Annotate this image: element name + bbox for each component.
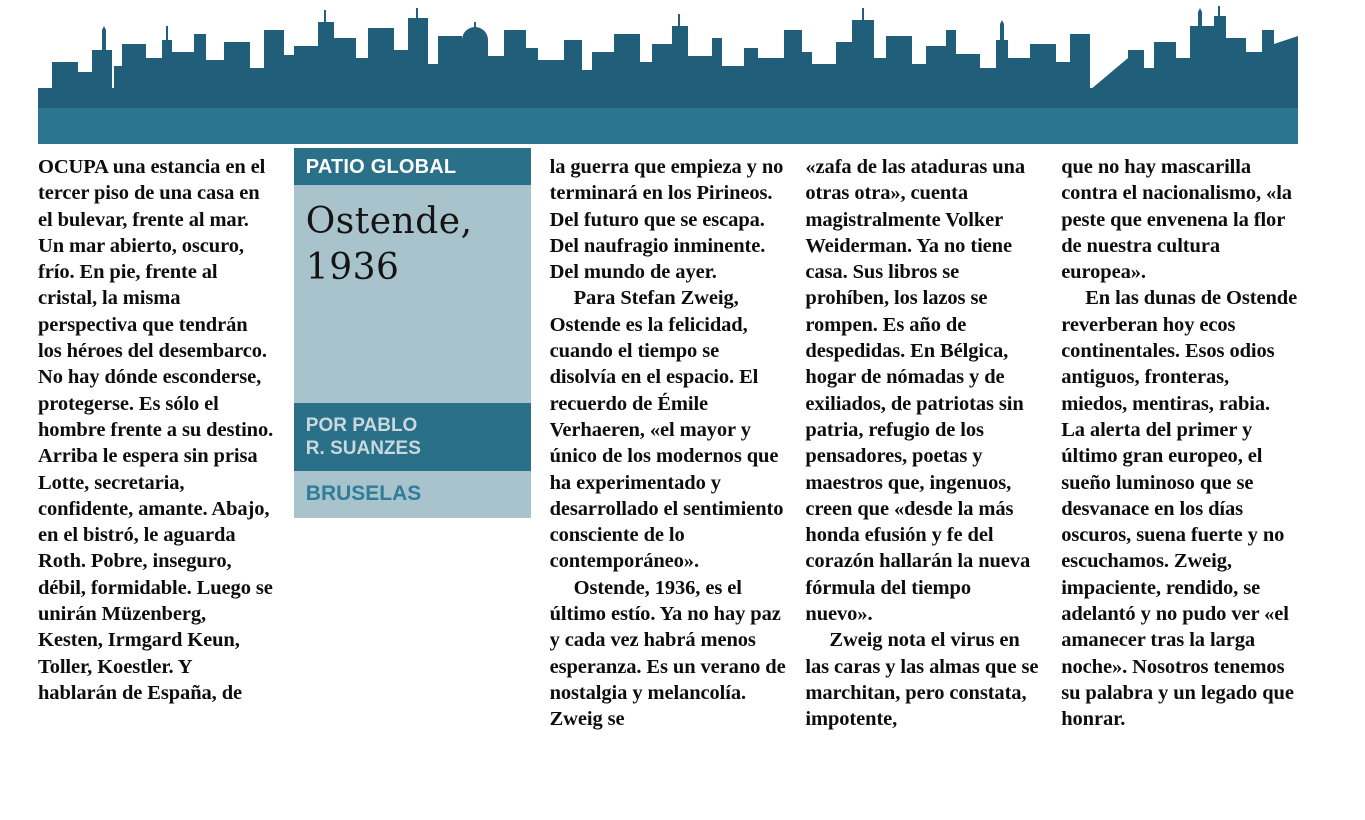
infobox-body [294,185,531,403]
byline-line: POR PABLO [305,415,418,436]
paragraph-segment: Zweig nota el virus en las caras y las almas que se marchitan, pero constata, impotente, [805,629,1039,731]
paragraph-segment: que no hay mascarilla contra el nacionalismo, «la peste que envenena la flor de nuestra cultura europea». [1061,156,1292,284]
byline [294,403,531,471]
masthead [38,0,1298,144]
masthead-band [38,108,1298,144]
dateline-location: BRUSELAS [294,471,531,518]
article-column [1061,148,1298,772]
section-kicker: PATIO GLOBAL [294,148,531,185]
article-column [805,148,1042,772]
paragraph-segment: Para Stefan Zweig, Ostende es la felicidad, cuando el tiempo se disolvía en el espacio. El recuerdo de Émile Verhaeren, «el mayor y único de los modernos que ha experimentado y desarrollado el sentimiento consciente de lo contemporáneo». [549,287,784,573]
paragraph-segment: «zafa de las ataduras una otras otra», cuenta magistralmente Volker Weiderman. Ya no tiene casa. Sus libros se prohíben, los lazos se rompen. Es año de despedidas. En Bélgica, hogar de nómadas y de exiliados, de patriotas sin patria, refugio de los pensadores, poetas y maestros que, ingenuos, creen que «desde la más honda efusión y fe del corazón hallarán la nueva fórmula del tiempo nuevo». [805,156,1031,626]
article-title: Ostende, 1936 [305,201,473,288]
article-column [38,148,275,772]
city-skyline-icon [38,0,1298,108]
article-column [550,148,787,772]
paragraph-segment: OCUPA una estancia en el tercer piso de una casa en el bulevar, frente al mar. Un mar abierto, oscuro, frío. En pie, frente al cristal, la misma perspectiva que tendrán los héroes del desembarco. No hay dónde esconderse, protegerse. Es sólo el hombre frente a su destino. Arriba le espera sin prisa Lotte, secretaria, confidente, amante. Abajo, en el bistró, le aguarda Roth. Pobre, inseguro, débil, formidable. Luego se unirán Müzenberg, Kesten, Irmgard Keun, Toller, Koestler. Y hablarán de España, de [38,156,274,704]
column-infobox [294,148,531,518]
paragraph-segment: la guerra que empieza y no terminará en los Pirineos. Del futuro que se escapa. Del naufragio inminente. Del mundo de ayer. [549,156,784,284]
byline-line: R. SUANZES [305,438,421,459]
article [38,148,1298,772]
paragraph-segment: En las dunas de Ostende reverberan hoy ecos continentales. Esos odios antiguos, fronteras, miedos, mentiras, rabia. La alerta del primer y último gran europeo, el sueño luminoso que se desvanace en los días oscuros, suena fuerte y no escuchamos. Zweig, impaciente, rendido, se adelantó y no pudo ver «el amanecer tras la larga noche». Nosotros tenemos su palabra y un legado que honrar. [1061,287,1298,731]
paragraph-segment: Ostende, 1936, es el último estío. Ya no hay paz y cada vez habrá menos esperanza. Es un verano de nostalgia y melancolía. Zweig se [549,576,786,731]
